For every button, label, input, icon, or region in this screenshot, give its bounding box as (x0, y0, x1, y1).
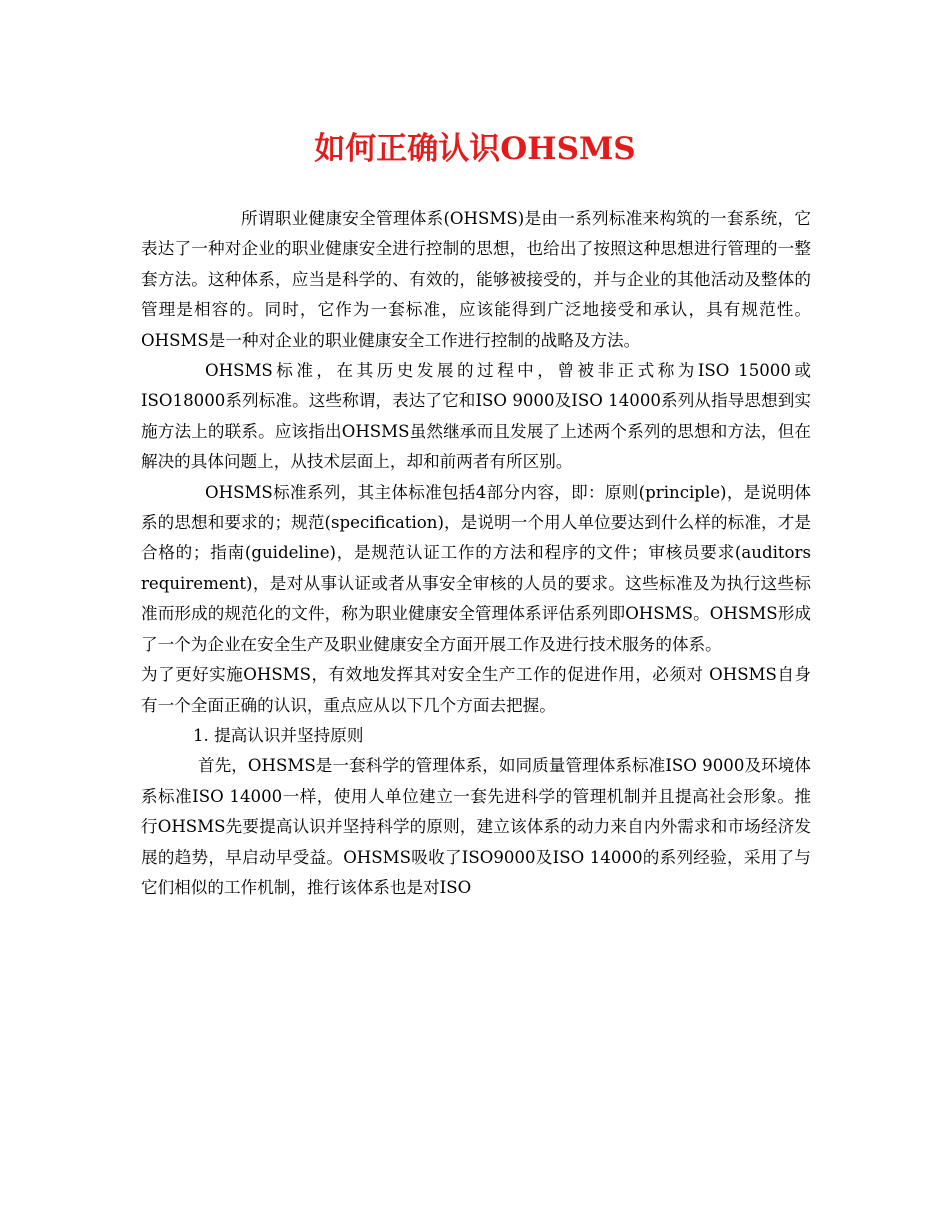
paragraph-introduction: 为了更好实施OHSMS，有效地发挥其对安全生产工作的促进作用，必须对 OHSMS自身有一个全面正确的认识，重点应从以下几个方面去把握。 (141, 665, 811, 715)
paragraph-definition: 所谓职业健康安全管理体系(OHSMS)是由一系列标准来构筑的一套系统，它表达了一种对企业的职业健康安全进行控制的思想，也给出了按照这种思想进行管理的一整套方法。这种体系，应当是科学的、有效的，能够被接受的，并与企业的其他活动及整体的管理是相容的。同时，它作为一套标准，应该能得到广泛地接受和承认，具有规范性。OHSMS是一种对企业的职业健康安全工作进行控制的战略及方法。 (141, 209, 811, 350)
section-heading: 1. 提高认识并坚持原则 (193, 725, 364, 745)
document-body (141, 204, 811, 903)
paragraph-history: OHSMS标准，在其历史发展的过程中，曾被非正式称为ISO 15000或ISO18000系列标准。这些称谓，表达了它和ISO 9000及ISO 14000系列从指导思想到实施方法上的联系。应该指出OHSMS虽然继承而且发展了上述两个系列的思想和方法，但在解决的具体问题上，从技术层面上，却和前两者有所区别。 (141, 361, 811, 472)
paragraph-standard-series: OHSMS标准系列，其主体标准包括4部分内容，即：原则(principle)，是说明体系的思想和要求的；规范(specification)，是说明一个用人单位要达到什么样的标准，才是合格的；指南(guideline)，是规范认证工作的方法和程序的文件；审核员要求(auditors requirement)，是对从事认证或者从事安全审核的人员的要求。这些标准及为执行这些标准而形成的规范化的文件，称为职业健康安全管理体系评估系列即OHSMS。OHSMS形成了一个为企业在安全生产及职业健康安全方面开展工作及进行技术服务的体系。 (141, 482, 811, 654)
paragraph-first-point: 首先，OHSMS是一套科学的管理体系，如同质量管理体系标准ISO 9000及环境体系标准ISO 14000一样，使用人单位建立一套先进科学的管理机制并且提高社会形象。推行OHSMS先要提高认识并坚持科学的原则，建立该体系的动力来自内外需求和市场经济发展的趋势，早启动早受益。OHSMS吸收了ISO9000及ISO 14000的系列经验，采用了与它们相似的工作机制，推行该体系也是对ISO (141, 756, 811, 897)
document-title: 如何正确认识OHSMS (314, 131, 636, 167)
